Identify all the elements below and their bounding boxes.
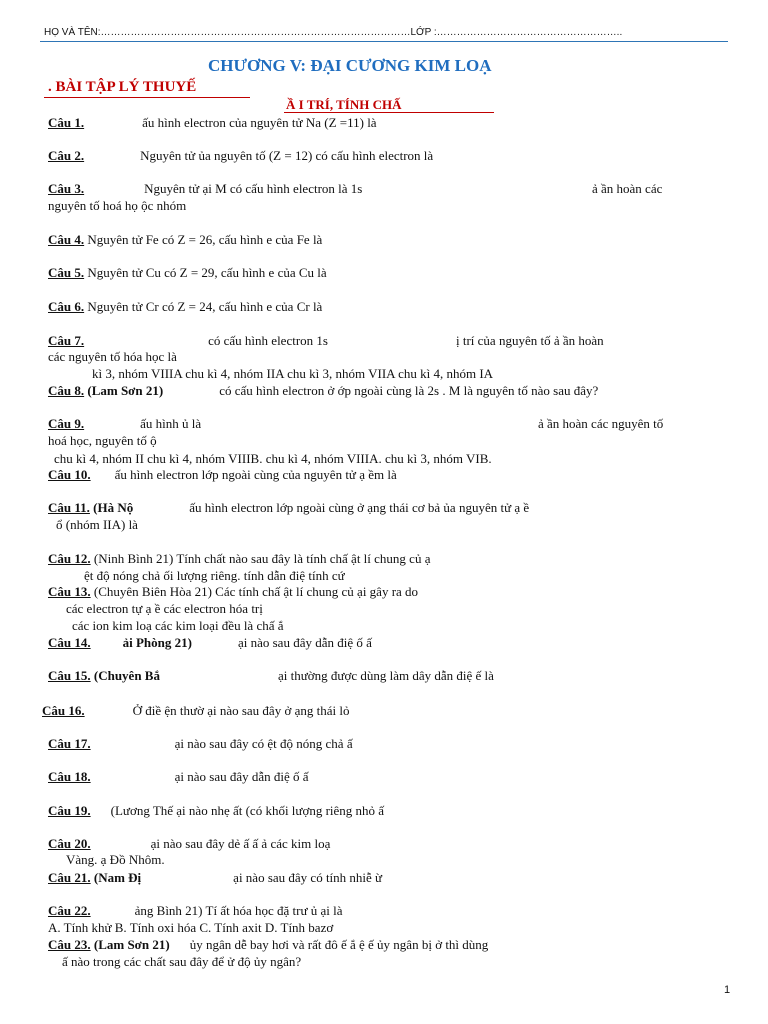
question-label: Câu 1.	[48, 115, 85, 130]
question-11-continued: ổ (nhóm IIA) là	[56, 517, 138, 532]
question-23	[48, 937, 488, 952]
header-rule	[40, 41, 728, 42]
question-21	[48, 870, 382, 885]
question-text: có cấu hình electron 1s	[208, 333, 328, 348]
question-9	[48, 416, 201, 431]
page-number: 1	[724, 984, 731, 996]
question-10	[48, 467, 397, 482]
question-label: Câu 2.	[48, 148, 85, 163]
question-23-continued: ấ nào trong các chất sau đây để ử độ ủy ngân?	[62, 954, 302, 969]
question-8	[48, 383, 598, 398]
question-text: Nguyên tử Fe có Z = 26, cấu hình e của Fe là	[87, 232, 323, 247]
question-text: (Ninh Bình 21) Tính chất nào sau đây là tính chấ ật lí chung củ ạ	[93, 551, 431, 566]
question-label: Câu 22.	[48, 903, 91, 918]
question-text: ấu hình electron lớp ngoài cùng của nguyên tử ạ ềm là	[114, 467, 397, 482]
question-label: Câu 19.	[48, 803, 91, 818]
chapter-title: CHƯƠNG V: ĐẠI CƯƠNG KIM LOẠ	[208, 56, 492, 75]
question-label: Câu 7.	[48, 333, 85, 348]
question-22	[48, 903, 343, 918]
question-3	[48, 181, 362, 196]
question-text: ại nào sau đây dẫn điệ ố ấ	[174, 769, 309, 784]
question-12	[48, 551, 430, 566]
question-source: (Chuyên Bắ	[93, 668, 160, 683]
question-label: Câu 20.	[48, 836, 91, 851]
question-text: ủy ngân dễ bay hơi và rất đô ế ắ ệ ế ủy ngân bị ở thì dùng	[189, 937, 489, 952]
question-7-options: kì 3, nhóm VIIIA chu kì 4, nhóm IIA chu kì 3, nhóm VIIA chu kì 4, nhóm IA	[92, 366, 494, 381]
question-7-tail: ị trí của nguyên tố ả ần hoàn	[456, 333, 604, 348]
question-source: (Lam Sơn 21)	[93, 937, 170, 952]
question-13-options-cd: các ion kim loạ các kim loại đều là chấ ắ	[72, 618, 284, 633]
question-label: Câu 5.	[48, 265, 85, 280]
question-text: ấu hình ủ là	[140, 416, 202, 431]
question-18	[48, 769, 309, 784]
student-info-line: HỌ VÀ TÊN:…………………………………………………………………………………LỚP :………………………………………………..	[44, 27, 623, 38]
question-label: Câu 23.	[48, 937, 91, 952]
question-label: Câu 8.	[48, 383, 85, 398]
question-text: ại thường được dùng làm dây dẫn điệ ế là	[277, 668, 494, 683]
question-label: Câu 16.	[42, 703, 85, 718]
question-14	[48, 635, 372, 650]
question-label: Câu 12.	[48, 551, 91, 566]
question-17	[48, 736, 353, 751]
question-label: Câu 11.	[48, 500, 90, 515]
question-1	[48, 115, 377, 130]
question-text: (Chuyên Biên Hòa 21) Các tính chấ ật lí chung củ ại gây ra do	[93, 584, 419, 599]
section-title: . BÀI TẬP LÝ THUYẾ	[48, 79, 197, 95]
question-9-options: chu kì 4, nhóm II chu kì 4, nhóm VIIIB. chu kì 4, nhóm VIIIA. chu kì 3, nhóm VIB.	[54, 451, 492, 466]
section-title-underline	[44, 97, 250, 98]
question-source: (Nam Đị	[93, 870, 142, 885]
question-source: ải Phòng 21)	[122, 635, 192, 650]
question-source: (Lam Sơn 21)	[87, 383, 164, 398]
question-5	[48, 265, 327, 280]
question-text: (Lương Thế ại nào nhẹ ất (có khối lượng riêng nhỏ ấ	[110, 803, 385, 818]
question-20-options: Vàng. ạ Đồ Nhôm.	[66, 852, 165, 867]
question-2	[48, 148, 433, 163]
question-text: có cấu hình electron ở ớp ngoài cùng là 2s . M là nguyên tố nào sau đây?	[219, 383, 599, 398]
question-16	[42, 703, 349, 718]
question-label: Câu 10.	[48, 467, 91, 482]
question-6	[48, 299, 322, 314]
question-3-continued: nguyên tố hoá họ ộc nhóm	[48, 198, 187, 213]
question-text: ại nào sau đây có tính nhiễ ừ	[233, 870, 383, 885]
question-text: ại nào sau đây dẫn điệ ố ấ	[237, 635, 372, 650]
question-label: Câu 6.	[48, 299, 85, 314]
subsection-title-underline	[284, 112, 494, 113]
question-label: Câu 13.	[48, 584, 91, 599]
question-9-tail: ả ần hoàn các nguyên tố	[538, 416, 664, 431]
question-text: Nguyên tử ại M có cấu hình electron là 1s	[144, 181, 363, 196]
question-label: Câu 21.	[48, 870, 91, 885]
question-label: Câu 15.	[48, 668, 91, 683]
question-label: Câu 18.	[48, 769, 91, 784]
question-7	[48, 333, 328, 348]
question-text: ấu hình electron lớp ngoài cùng ở ạng thái cơ bả ủa nguyên tử ạ ề	[189, 500, 530, 515]
question-text: Nguyên tử Cu có Z = 29, cấu hình e của Cu là	[87, 265, 327, 280]
subsection-title: Ầ I TRÍ, TÍNH CHẤ	[286, 97, 402, 112]
question-label: Câu 17.	[48, 736, 91, 751]
question-text: ảng Bình 21) Tí ất hóa học đặ trư ủ ại là	[134, 903, 343, 918]
question-text: ại nào sau đây dẻ ấ ấ ả các kim loạ	[150, 836, 331, 851]
question-label: Câu 9.	[48, 416, 85, 431]
question-source: (Hà Nộ	[93, 500, 134, 515]
question-label: Câu 3.	[48, 181, 85, 196]
question-13	[48, 584, 418, 599]
question-13-options-ab: các electron tự ạ ề các electron hóa trị	[66, 601, 263, 616]
question-text: Nguyên tử Cr có Z = 24, cấu hình e của Cr là	[87, 299, 323, 314]
question-9-continued: hoá học, nguyên tố ộ	[48, 433, 157, 448]
question-19	[48, 803, 384, 818]
question-20	[48, 836, 330, 851]
question-22-options: A. Tính khử B. Tính oxi hóa C. Tính axit D. Tính bazơ	[48, 920, 334, 935]
question-label: Câu 14.	[48, 635, 91, 650]
question-text: ấu hình electron của nguyên tử Na (Z =11) là	[142, 115, 377, 130]
question-text: Nguyên tử ủa nguyên tố (Z = 12) có cấu hình electron là	[140, 148, 434, 163]
question-3-tail: ả ần hoàn các	[592, 181, 663, 196]
question-text: Ở điề ện thườ ại nào sau đây ở ạng thái lỏ	[132, 703, 350, 718]
question-12-options: ệt độ nóng chả ối lượng riêng. tính dẫn điệ tính cứ	[84, 568, 345, 583]
question-11	[48, 500, 529, 515]
question-15	[48, 668, 494, 683]
question-7-continued: các nguyên tố hóa học là	[48, 349, 177, 364]
question-4	[48, 232, 322, 247]
question-text: ại nào sau đây có ệt độ nóng chả ấ	[174, 736, 353, 751]
question-label: Câu 4.	[48, 232, 85, 247]
